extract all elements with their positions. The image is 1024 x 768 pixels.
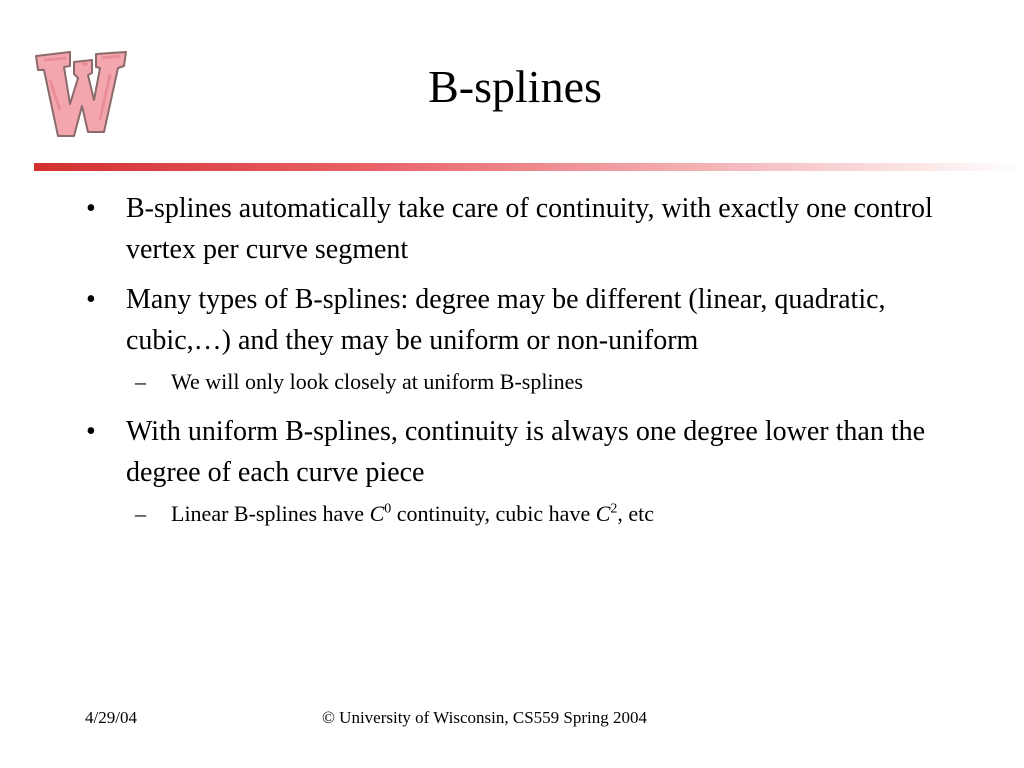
wisconsin-w-logo-icon [30,40,130,140]
bullet-item [80,279,980,361]
title-divider [34,163,1024,171]
sub-bullet-item [80,366,980,398]
slide-title: B-splines [428,61,602,112]
slide-content [80,188,980,543]
bullet-item [80,188,980,270]
bullet-text: Many types of B-splines: degree may be different (linear, quadratic, cubic,…) and they may be uniform or non-uniform [126,284,886,356]
bullet-mark: • [86,416,96,447]
math-superscript: 2 [610,501,618,517]
sub-text-part: continuity, cubic have [391,501,596,526]
math-superscript: 0 [384,501,392,517]
sub-bullet-text: We will only look closely at uniform B-splines [171,369,583,394]
sub-bullet-mark: – [135,369,146,394]
footer-date: 4/29/04 [85,708,137,727]
sub-bullet-text [171,501,654,526]
math-symbol: C [595,501,611,526]
sub-text-part: Linear B-splines have [171,501,370,526]
bullet-mark: • [86,284,96,315]
footer-copyright: © University of Wisconsin, CS559 Spring 2004 [322,708,648,727]
sub-text-part: , etc [617,501,655,526]
bullet-mark: • [86,193,96,224]
sub-bullet-mark: – [135,501,146,526]
bullet-text: B-splines automatically take care of continuity, with exactly one control vertex per curve segment [126,193,933,265]
math-symbol: C [369,501,385,526]
bullet-text: With uniform B-splines, continuity is always one degree lower than the degree of each curve piece [126,416,926,488]
bullet-item [80,411,980,493]
sub-bullet-item [80,498,980,530]
